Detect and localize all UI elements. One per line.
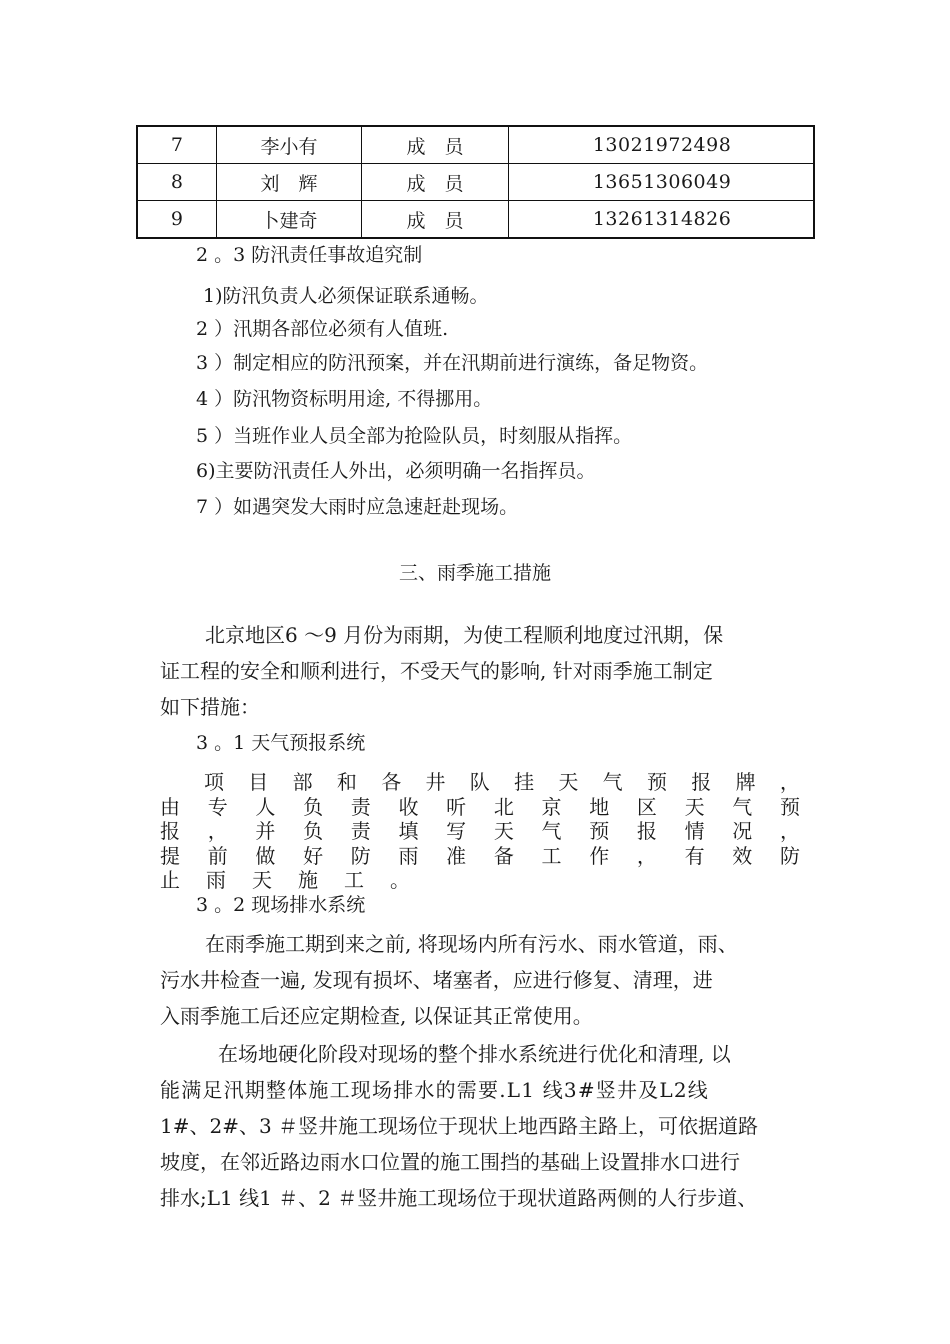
justified-char: 负 — [303, 794, 324, 819]
justified-char: 做 — [255, 843, 276, 868]
paragraph-line: 排水;L1 线1 ＃、2 ＃竖井施工现场位于现状道路两侧的人行步道、 — [160, 1186, 758, 1210]
section-2-3-title: 2 。3 防汛责任事故追究制 — [196, 244, 423, 266]
row-number: 9 — [137, 201, 216, 239]
justified-char: 京 — [541, 794, 562, 819]
weather-paragraph — [160, 770, 800, 893]
justified-char: 报 — [636, 819, 657, 844]
list-item: 1)防汛负责人必须保证联系通畅。 — [203, 285, 489, 307]
justified-char: 好 — [303, 843, 324, 868]
paragraph-line: 如下措施： — [160, 695, 260, 719]
justified-char: 施 — [298, 868, 318, 893]
paragraph-line: 坡度，在邻近路边雨水口位置的施工围挡的基础上设置排水口进行 — [160, 1150, 740, 1174]
list-item: 7 ）如遇突发大雨时应急速赶赴现场。 — [196, 496, 519, 518]
justified-char: 气 — [541, 819, 562, 844]
justified-char: 预 — [589, 819, 610, 844]
justified-char: 效 — [732, 843, 753, 868]
paragraph-line: 能满足汛期整体施工现场排水的需要.L1 线3#竖井及L2线 — [160, 1078, 710, 1102]
justified-char: 工 — [541, 843, 562, 868]
justified-char: 目 — [248, 770, 269, 795]
list-item: 6)主要防汛责任人外出，必须明确一名指挥员。 — [196, 460, 596, 482]
justified-char: 区 — [636, 794, 657, 819]
justified-char: 挂 — [514, 770, 535, 795]
justified-char: ， — [779, 770, 800, 795]
paragraph-line: 北京地区6 ～9 月份为雨期，为使工程顺利地度过汛期，保 — [205, 623, 724, 647]
justified-char: 止 — [160, 868, 180, 893]
justified-char: 地 — [589, 794, 610, 819]
member-name-text: 刘 辉 — [260, 172, 318, 195]
member-table — [136, 125, 815, 239]
justified-char: 雨 — [206, 868, 226, 893]
list-item: 3 ）制定相应的防汛预案，并在汛期前进行演练，备足物资。 — [196, 352, 709, 374]
row-number: 7 — [137, 126, 216, 164]
justified-row — [160, 844, 800, 869]
justified-char: 项 — [204, 770, 224, 795]
justified-char: 准 — [446, 843, 467, 868]
member-role: 成 员 — [362, 201, 509, 239]
justified-char: 况 — [732, 819, 753, 844]
paragraph-line: 入雨季施工后还应定期检查, 以保证其正常使用。 — [160, 1004, 593, 1028]
paragraph-line: 证工程的安全和顺利进行，不受天气的影响, 针对雨季施工制定 — [160, 659, 713, 683]
justified-char: 。 — [390, 868, 410, 893]
list-item: 5 ）当班作业人员全部为抢险队员，时刻服从指挥。 — [196, 425, 633, 447]
justified-char: 雨 — [398, 843, 419, 868]
paragraph-line: 污水井检查一遍, 发现有损坏、堵塞者，应进行修复、清理，进 — [160, 968, 713, 992]
justified-char: 提 — [160, 843, 180, 868]
justified-char: 情 — [684, 819, 705, 844]
subsection-title: 3 。2 现场排水系统 — [196, 894, 366, 916]
justified-char: ， — [207, 819, 228, 844]
member-phone: 13651306049 — [508, 164, 814, 201]
justified-char: 工 — [344, 868, 364, 893]
member-phone: 13021972498 — [508, 126, 814, 164]
table-row — [137, 126, 814, 164]
paragraph-line: 1#、2#、3 ＃竖井施工现场位于现状上地西路主路上，可依据道路 — [160, 1114, 759, 1138]
justified-char: 防 — [779, 843, 800, 868]
justified-row — [160, 819, 800, 844]
justified-char: 听 — [446, 794, 467, 819]
justified-char: 天 — [252, 868, 272, 893]
justified-char: 写 — [446, 819, 467, 844]
member-phone: 13261314826 — [508, 201, 814, 239]
list-item: 4 ）防汛物资标明用途, 不得挪用。 — [196, 388, 493, 410]
justified-char: 天 — [684, 794, 705, 819]
justified-char: 预 — [779, 794, 800, 819]
justified-char: 防 — [350, 843, 371, 868]
justified-char: 天 — [558, 770, 579, 795]
justified-char: 和 — [336, 770, 357, 795]
justified-char: 部 — [292, 770, 313, 795]
member-name-text: 卜建奇 — [260, 209, 318, 232]
justified-char: 备 — [493, 843, 514, 868]
justified-char: 牌 — [735, 770, 756, 795]
justified-char: 报 — [691, 770, 712, 795]
row-number: 8 — [137, 164, 216, 201]
table-row — [137, 164, 814, 201]
justified-char: ， — [779, 819, 800, 844]
justified-char: 责 — [350, 819, 371, 844]
member-role: 成 员 — [362, 164, 509, 201]
justified-char: 有 — [684, 843, 705, 868]
list-item: 2 ）汛期各部位必须有人值班. — [196, 318, 449, 340]
member-role: 成 员 — [362, 126, 509, 164]
justified-char: 负 — [303, 819, 324, 844]
justified-char: 气 — [732, 794, 753, 819]
justified-char: 预 — [646, 770, 667, 795]
member-name — [216, 201, 361, 239]
paragraph-line: 在场地硬化阶段对现场的整个排水系统进行优化和清理, 以 — [218, 1042, 731, 1066]
justified-char: 井 — [425, 770, 446, 795]
justified-char: 责 — [350, 794, 371, 819]
justified-row — [160, 795, 800, 820]
justified-char: ， — [636, 843, 657, 868]
justified-char: 填 — [398, 819, 419, 844]
justified-char: 队 — [469, 770, 490, 795]
justified-row — [160, 770, 800, 795]
justified-char: 作 — [589, 843, 610, 868]
justified-row — [160, 868, 410, 893]
section-heading: 三、雨季施工措施 — [398, 562, 551, 584]
justified-char: 天 — [493, 819, 514, 844]
justified-char: 北 — [493, 794, 514, 819]
justified-char: 报 — [160, 819, 180, 844]
table-row — [137, 201, 814, 239]
subsection-title: 3 。1 天气预报系统 — [196, 732, 366, 754]
justified-char: 各 — [381, 770, 402, 795]
member-name-text: 李小有 — [260, 135, 318, 158]
member-name — [216, 164, 361, 201]
justified-char: 气 — [602, 770, 623, 795]
member-name — [216, 126, 361, 164]
paragraph-line: 在雨季施工期到来之前, 将现场内所有污水、雨水管道，雨、 — [205, 932, 738, 956]
justified-char: 收 — [398, 794, 419, 819]
justified-char: 由 — [160, 794, 180, 819]
justified-char: 人 — [255, 794, 276, 819]
justified-char: 专 — [207, 794, 228, 819]
justified-char: 并 — [255, 819, 276, 844]
justified-char: 前 — [207, 843, 228, 868]
